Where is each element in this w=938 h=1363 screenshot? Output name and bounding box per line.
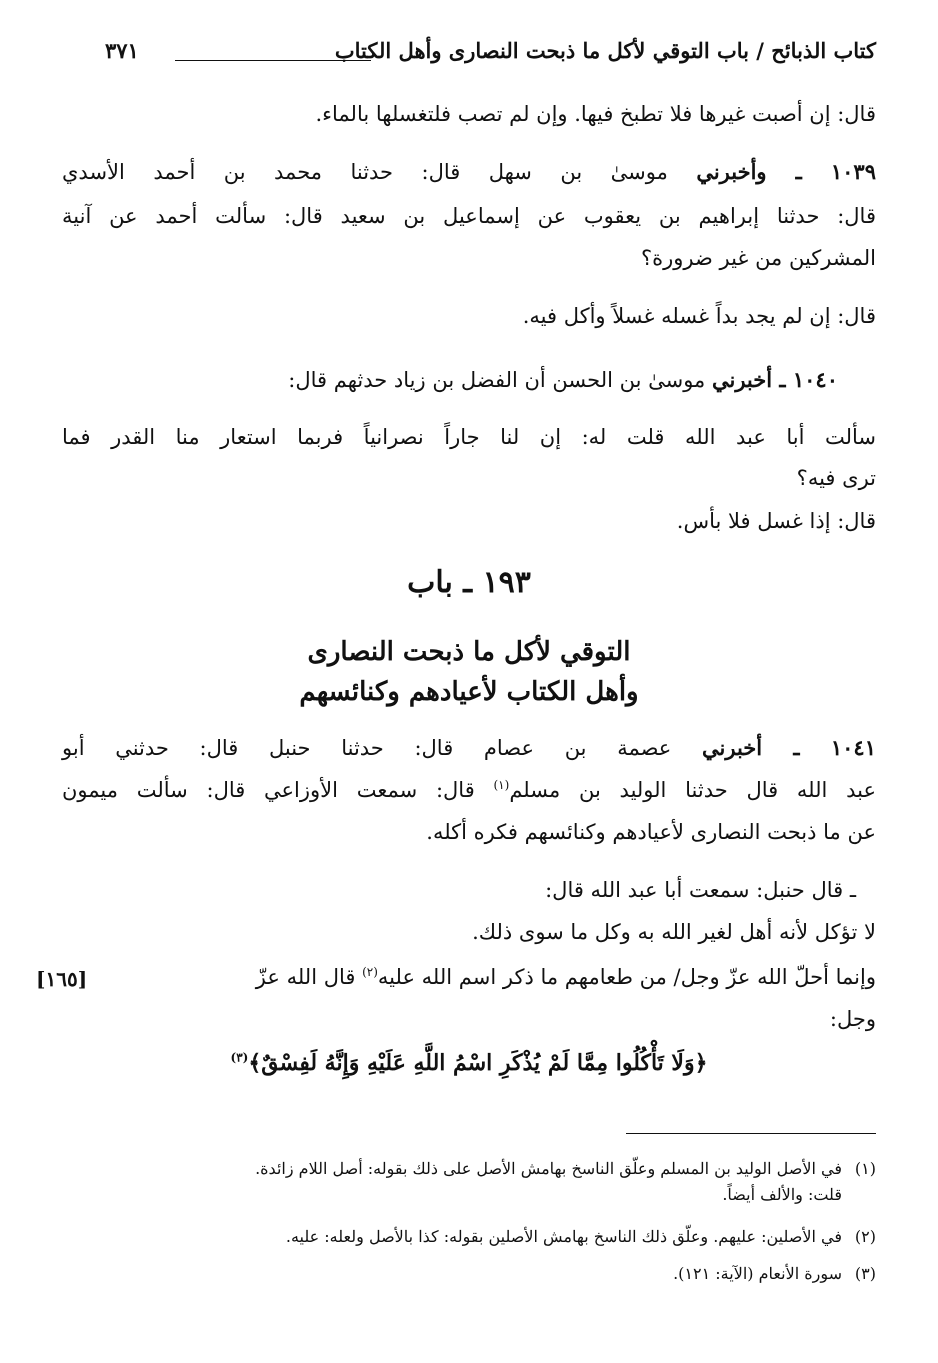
text-line: سألت أبا عبد الله قلت له: إن لنا جاراً نصرانياً فربما استعار منا القدر فما [62, 425, 876, 449]
page-number: ٣٧١ [105, 38, 139, 63]
chapter-heading-line-1: التوقي لأكل ما ذبحت النصارى [307, 637, 631, 667]
text-line [125, 962, 876, 992]
hadith-text: موسىٰ بن الحسن أن الفضل بن زياد حدثهم قال: [288, 368, 706, 392]
footnote-text: سورة الأنعام (الآية: ١٢١). [673, 1264, 842, 1283]
text-line: قال: إن أصبت غيرها فلا تطبخ فيها. وإن لم تصب فلتغسلها بالماء. [315, 102, 876, 126]
footnote [62, 1183, 876, 1207]
text-line: قال: إذا غسل فلا بأس. [676, 509, 876, 533]
header-title: كتاب الذبائح / باب التوقي لأكل ما ذبحت النصارى وأهل الكتاب [334, 38, 876, 63]
text-line [62, 775, 876, 805]
chapter-heading-line-2: وأهل الكتاب لأعيادهم وكنائسهم [299, 677, 639, 707]
text-line: ـ قال حنبل: سمعت أبا عبد الله قال: [545, 878, 856, 902]
text-segment: قال: سمعت الأوزاعي قال: سألت ميمون [62, 778, 475, 802]
hadith-number: ١٠٣٩ ـ وأخبرني [696, 159, 876, 184]
footnote-ref: (١) [493, 778, 510, 792]
hadith-1041-line [62, 733, 876, 763]
text-line: عن ما ذبحت النصارى لأعيادهم وكنائسهم فكره أكله. [426, 820, 876, 844]
footnote-number: (١) [854, 1159, 876, 1178]
footnote-ref: (٣) [230, 1050, 249, 1065]
footnote-number: (٢) [854, 1227, 876, 1246]
hadith-number: ١٠٤٠ ـ أخبرني [712, 367, 838, 392]
footnote [62, 1157, 876, 1181]
footnote [62, 1225, 876, 1249]
manuscript-page-mark: [١٦٥] [36, 967, 88, 991]
verse-text: ﴿وَلَا تَأْكُلُوا مِمَّا لَمْ يُذْكَرِ اسْمُ اللَّهِ عَلَيْهِ وَإِنَّهُ لَفِسْقٌ﴾ [248, 1050, 708, 1076]
text-segment: وإنما أحلّ الله عزّ وجل/ من طعامهم ما ذكر اسم الله عليه [377, 965, 876, 989]
footnote [62, 1262, 876, 1286]
text-line: ترى فيه؟ [796, 466, 876, 490]
footnote-text: في الأصلين: عليهم. وعلّق ذلك الناسخ بهامش الأصلين بقوله: كذا بالأصل ولعله: عليه. [285, 1227, 842, 1246]
running-header [105, 34, 876, 78]
text-line: وجل: [829, 1007, 876, 1031]
header-rule [175, 60, 371, 61]
chapter-number: ١٩٣ ـ باب [407, 565, 531, 600]
hadith-number: ١٠٤١ ـ أخبرني [702, 735, 876, 760]
hadith-1040-line [62, 365, 838, 395]
hadith-1039-line [62, 157, 876, 187]
footnote-text: قلت: والألف أيضاً. [722, 1185, 842, 1204]
footnote-text: في الأصل الوليد بن المسلم وعلّق الناسخ بهامش الأصل على ذلك بقوله: أصل اللام زائدة. [255, 1159, 842, 1178]
text-segment: عبد الله قال حدثنا الوليد بن مسلم [509, 778, 876, 802]
text-line: لا تؤكل لأنه أهل لغير الله به وكل ما سوى ذلك. [472, 920, 876, 944]
footnote-separator [626, 1133, 876, 1134]
text-segment: قال الله عزّ [255, 965, 356, 989]
footnote-ref: (٢) [362, 965, 378, 979]
text-line: قال: حدثنا إبراهيم بن يعقوب عن إسماعيل بن سعيد قال: سألت أحمد عن آنية [62, 204, 876, 228]
hadith-text: موسىٰ بن سهل قال: حدثنا محمد بن أحمد الأسدي [62, 160, 668, 184]
quran-verse [120, 1050, 818, 1076]
text-line: قال: إن لم يجد بداً غسله غسلاً وأكل فيه. [522, 304, 876, 328]
footnote-number: (٣) [854, 1264, 876, 1283]
hadith-text: عصمة بن عصام قال: حدثنا حنبل قال: حدثني أبو [62, 736, 672, 760]
text-line: المشركين من غير ضرورة؟ [640, 246, 876, 270]
